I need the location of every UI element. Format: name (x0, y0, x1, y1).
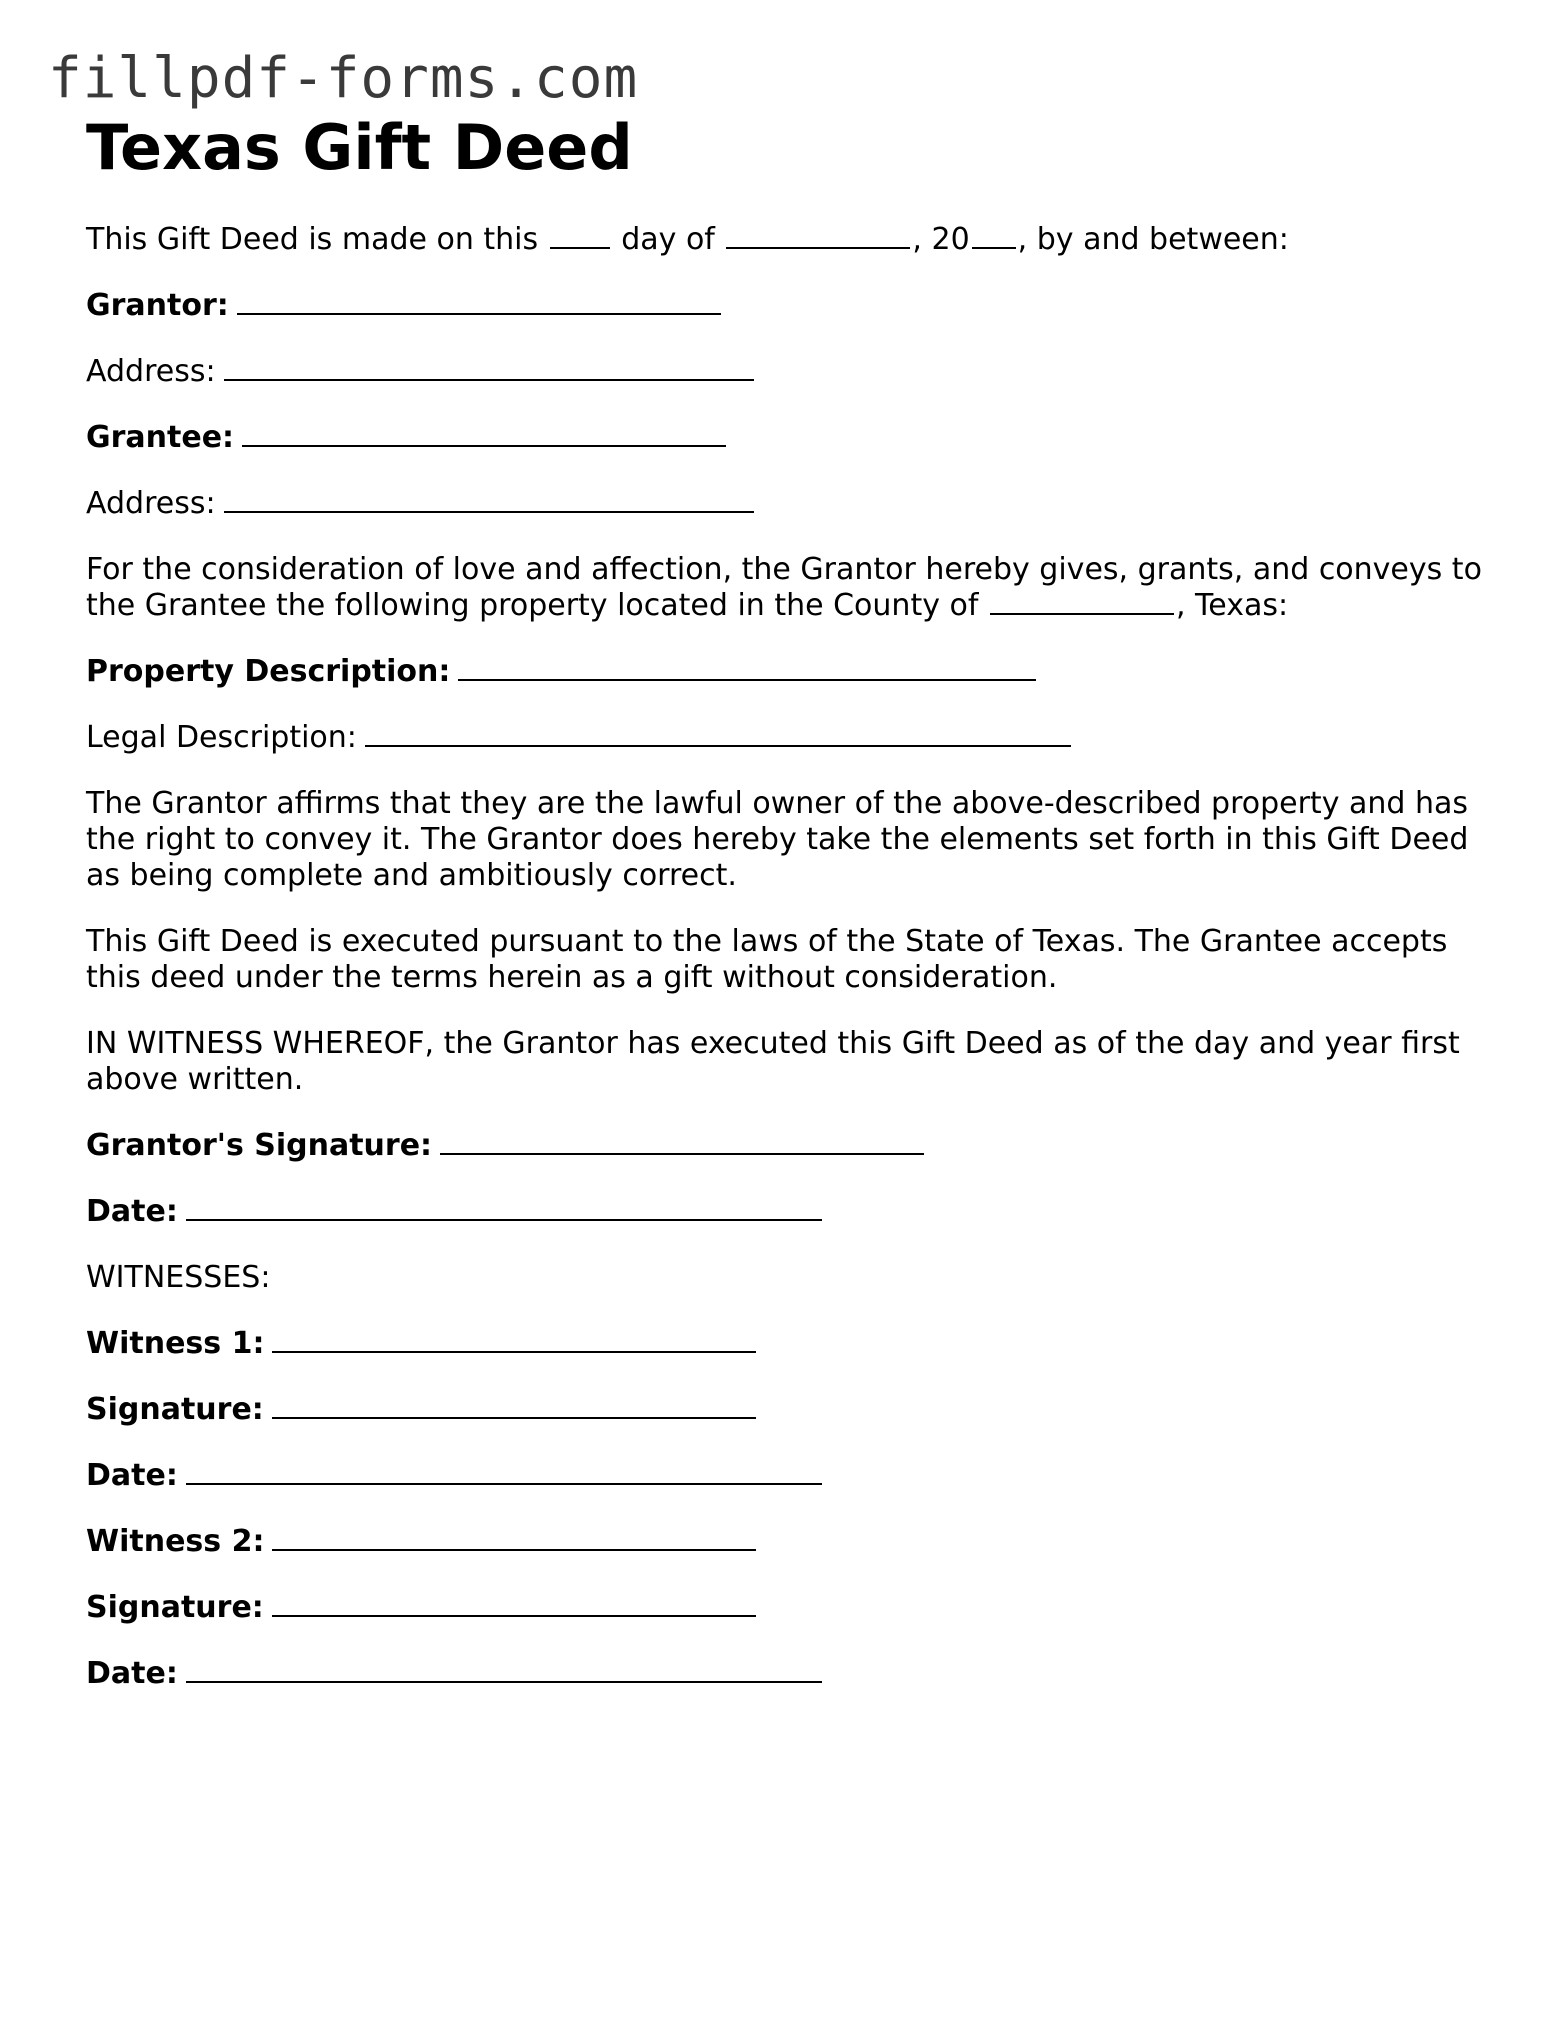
grantee-row (86, 420, 1486, 456)
property-description-field[interactable] (458, 677, 1036, 681)
property-description-row (86, 654, 1486, 690)
year-blank[interactable] (972, 245, 1016, 249)
grantor-date-row (86, 1194, 1486, 1230)
witness1-signature-field[interactable] (272, 1415, 756, 1419)
witness2-signature-field[interactable] (272, 1613, 756, 1617)
witness1-date-row (86, 1458, 1486, 1494)
consideration-suffix: , Texas: (1175, 588, 1289, 623)
grantor-address-row (86, 354, 1486, 390)
witness2-row (86, 1524, 1486, 1560)
witness-whereof-paragraph: IN WITNESS WHEREOF, the Grantor has executed this Gift Deed as of the day and year first above written. (86, 1026, 1460, 1097)
legal-description-field[interactable] (365, 743, 1071, 747)
witness1-field[interactable] (272, 1349, 756, 1353)
witness2-date-label: Date: (86, 1656, 178, 1691)
witness2-date-row (86, 1656, 1486, 1692)
county-blank[interactable] (990, 611, 1174, 615)
grantee-field[interactable] (242, 443, 726, 447)
witness2-signature-label: Signature: (86, 1590, 264, 1625)
consideration-paragraph (86, 552, 1486, 624)
document-title: Texas Gift Deed (86, 111, 633, 184)
grantee-address-row (86, 486, 1486, 522)
month-blank[interactable] (726, 245, 910, 249)
witness2-date-field[interactable] (186, 1679, 822, 1683)
witness1-date-field[interactable] (186, 1481, 822, 1485)
grantor-field[interactable] (237, 311, 721, 315)
witnesses-heading: WITNESSES: (86, 1260, 271, 1295)
document (86, 108, 1486, 1722)
grantor-date-field[interactable] (186, 1217, 822, 1221)
intro-text-3: , 20 (912, 222, 970, 257)
intro-text-1: This Gift Deed is made on this (86, 222, 539, 257)
grantor-signature-row (86, 1128, 1486, 1164)
intro-text-4: , by and between: (1017, 222, 1289, 257)
witness1-signature-label: Signature: (86, 1392, 264, 1427)
witness1-row (86, 1326, 1486, 1362)
legal-description-label: Legal Description: (86, 720, 357, 755)
grantor-label: Grantor: (86, 288, 229, 323)
grantor-row (86, 288, 1486, 324)
grantor-address-field[interactable] (224, 377, 754, 381)
watermark: fillpdf-forms.com (48, 46, 639, 111)
intro-line (86, 222, 1486, 258)
grantor-date-label: Date: (86, 1194, 178, 1229)
grantor-address-label: Address: (86, 354, 216, 389)
intro-text-2: day of (621, 222, 715, 257)
grantee-address-field[interactable] (224, 509, 754, 513)
affirmation-paragraph: The Grantor affirms that they are the lawful owner of the above-described property and has the right to convey it. The Grantor does hereby take the elements set forth in this Gift Deed as being complete and ambitiously correct. (86, 786, 1469, 893)
property-description-label: Property Description: (86, 654, 451, 689)
grantor-signature-field[interactable] (440, 1151, 924, 1155)
witness2-signature-row (86, 1590, 1486, 1626)
day-blank[interactable] (550, 245, 610, 249)
consideration-text: For the consideration of love and affection, the Grantor hereby gives, grants, and conveys to the Grantee the following property located in the County of (86, 552, 1482, 623)
grantor-signature-label: Grantor's Signature: (86, 1128, 433, 1163)
witness2-field[interactable] (272, 1547, 756, 1551)
witness1-signature-row (86, 1392, 1486, 1428)
witness1-date-label: Date: (86, 1458, 178, 1493)
grantee-label: Grantee: (86, 420, 235, 455)
grantee-address-label: Address: (86, 486, 216, 521)
pursuant-paragraph: This Gift Deed is executed pursuant to the laws of the State of Texas. The Grantee accepts this deed under the terms herein as a gift without consideration. (86, 924, 1448, 995)
witness2-label: Witness 2: (86, 1524, 265, 1559)
legal-description-row (86, 720, 1486, 756)
witness1-label: Witness 1: (86, 1326, 265, 1361)
